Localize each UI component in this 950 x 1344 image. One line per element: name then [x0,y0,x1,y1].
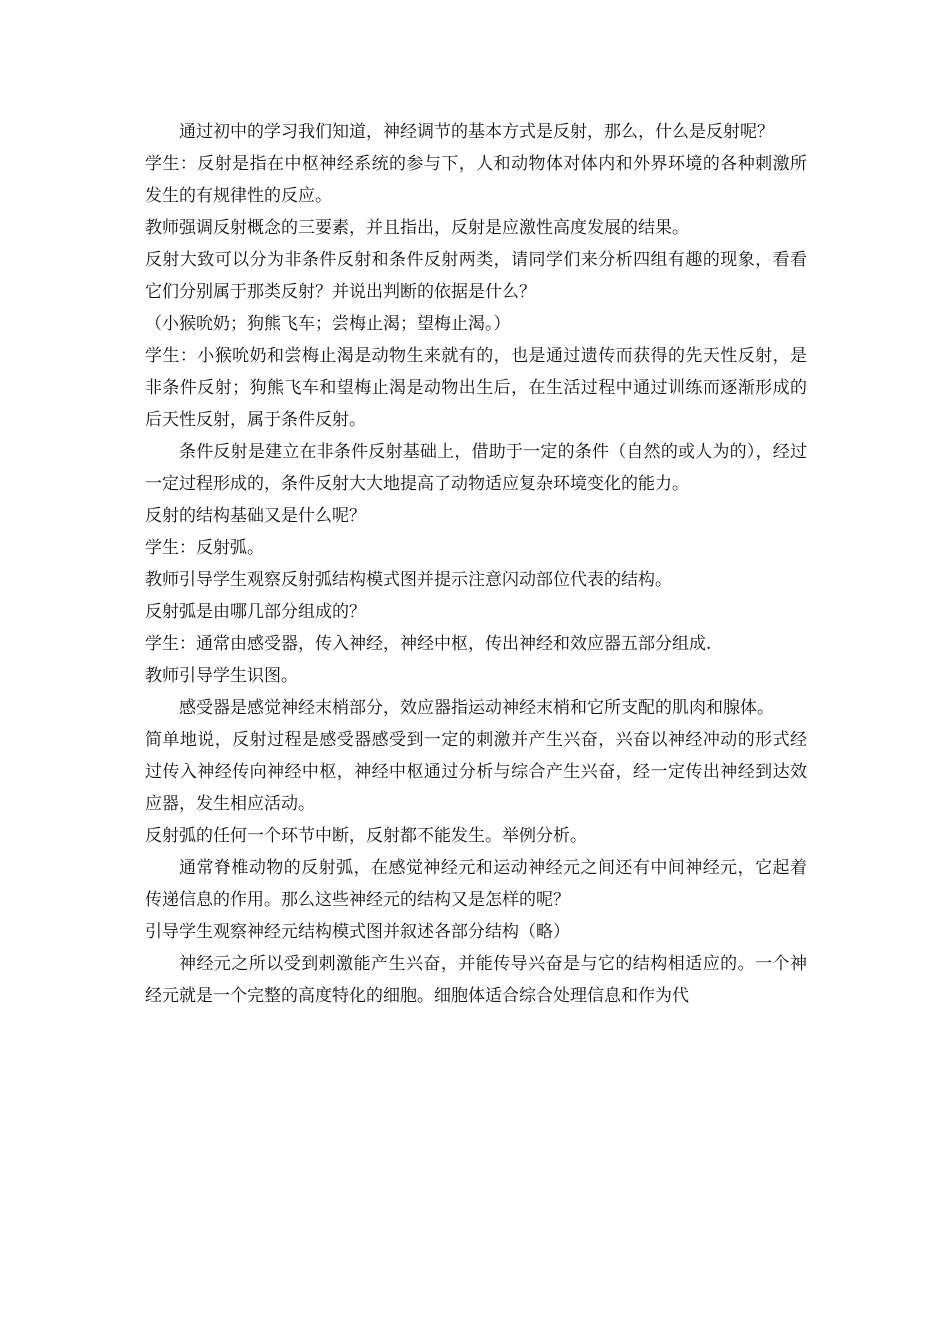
paragraph: 学生：通常由感受器，传入神经，神经中枢，传出神经和效应器五部分组成. [145,634,712,654]
paragraph: （小猴吮奶；狗熊飞车；尝梅止渴；望梅止渴。） [145,314,511,334]
paragraph: 条件反射是建立在非条件反射基础上，借助于一定的条件（自然的或人为的），经过一定过程形成的，条件反射大大地提高了动物适应复杂环境变化的能力。 [145,442,807,494]
paragraph: 学生：反射弧。 [145,538,264,558]
paragraph: 教师引导学生观察反射弧结构模式图并提示注意闪动部位代表的结构。 [145,570,672,590]
paragraph: 反射弧的任何一个环节中断，反射都不能发生。举例分析。 [145,826,587,846]
paragraph: 教师强调反射概念的三要素，并且指出，反射是应激性高度发展的结果。 [145,218,689,238]
paragraph: 感受器是感觉神经末梢部分，效应器指运动神经末梢和它所支配的肌肉和腺体。 [179,698,774,718]
paragraph: 引导学生观察神经元结构模式图并叙述各部分结构（略） [145,922,570,942]
paragraph: 神经元之所以受到刺激能产生兴奋，并能传导兴奋是与它的结构相适应的。一个神经元就是一个完整的高度特化的细胞。细胞体适合综合处理信息和作为代 [145,954,807,1006]
paragraph: 通常脊椎动物的反射弧，在感觉神经元和运动神经元之间还有中间神经元，它起着传递信息的作用。那么这些神经元的结构又是怎样的呢？ [145,858,807,910]
paragraph: 简单地说，反射过程是感受器感受到一定的刺激并产生兴奋，兴奋以神经冲动的形式经过传入神经传向神经中枢，神经中枢通过分析与综合产生兴奋，经一定传出神经到达效应器，发生相应活动。 [145,730,807,814]
paragraph: 反射弧是由哪几部分组成的？ [145,602,366,622]
paragraph: 反射大致可以分为非条件反射和条件反射两类，请同学们来分析四组有趣的现象，看看它们分别属于那类反射？并说出判断的依据是什么？ [145,250,807,302]
paragraph: 通过初中的学习我们知道，神经调节的基本方式是反射，那么，什么是反射呢？ [179,122,774,142]
paragraph: 学生：小猴吮奶和尝梅止渴是动物生来就有的，也是通过遗传而获得的先天性反射，是非条件反射；狗熊飞车和望梅止渴是动物出生后，在生活过程中通过训练而逐渐形成的后天性反射，属于条件反射。 [145,346,807,430]
paragraph: 教师引导学生识图。 [145,666,298,686]
document-body [145,116,807,1012]
paragraph: 学生：反射是指在中枢神经系统的参与下，人和动物体对体内和外界环境的各种刺激所发生的有规律性的反应。 [145,154,807,206]
paragraph: 反射的结构基础又是什么呢？ [145,506,366,526]
